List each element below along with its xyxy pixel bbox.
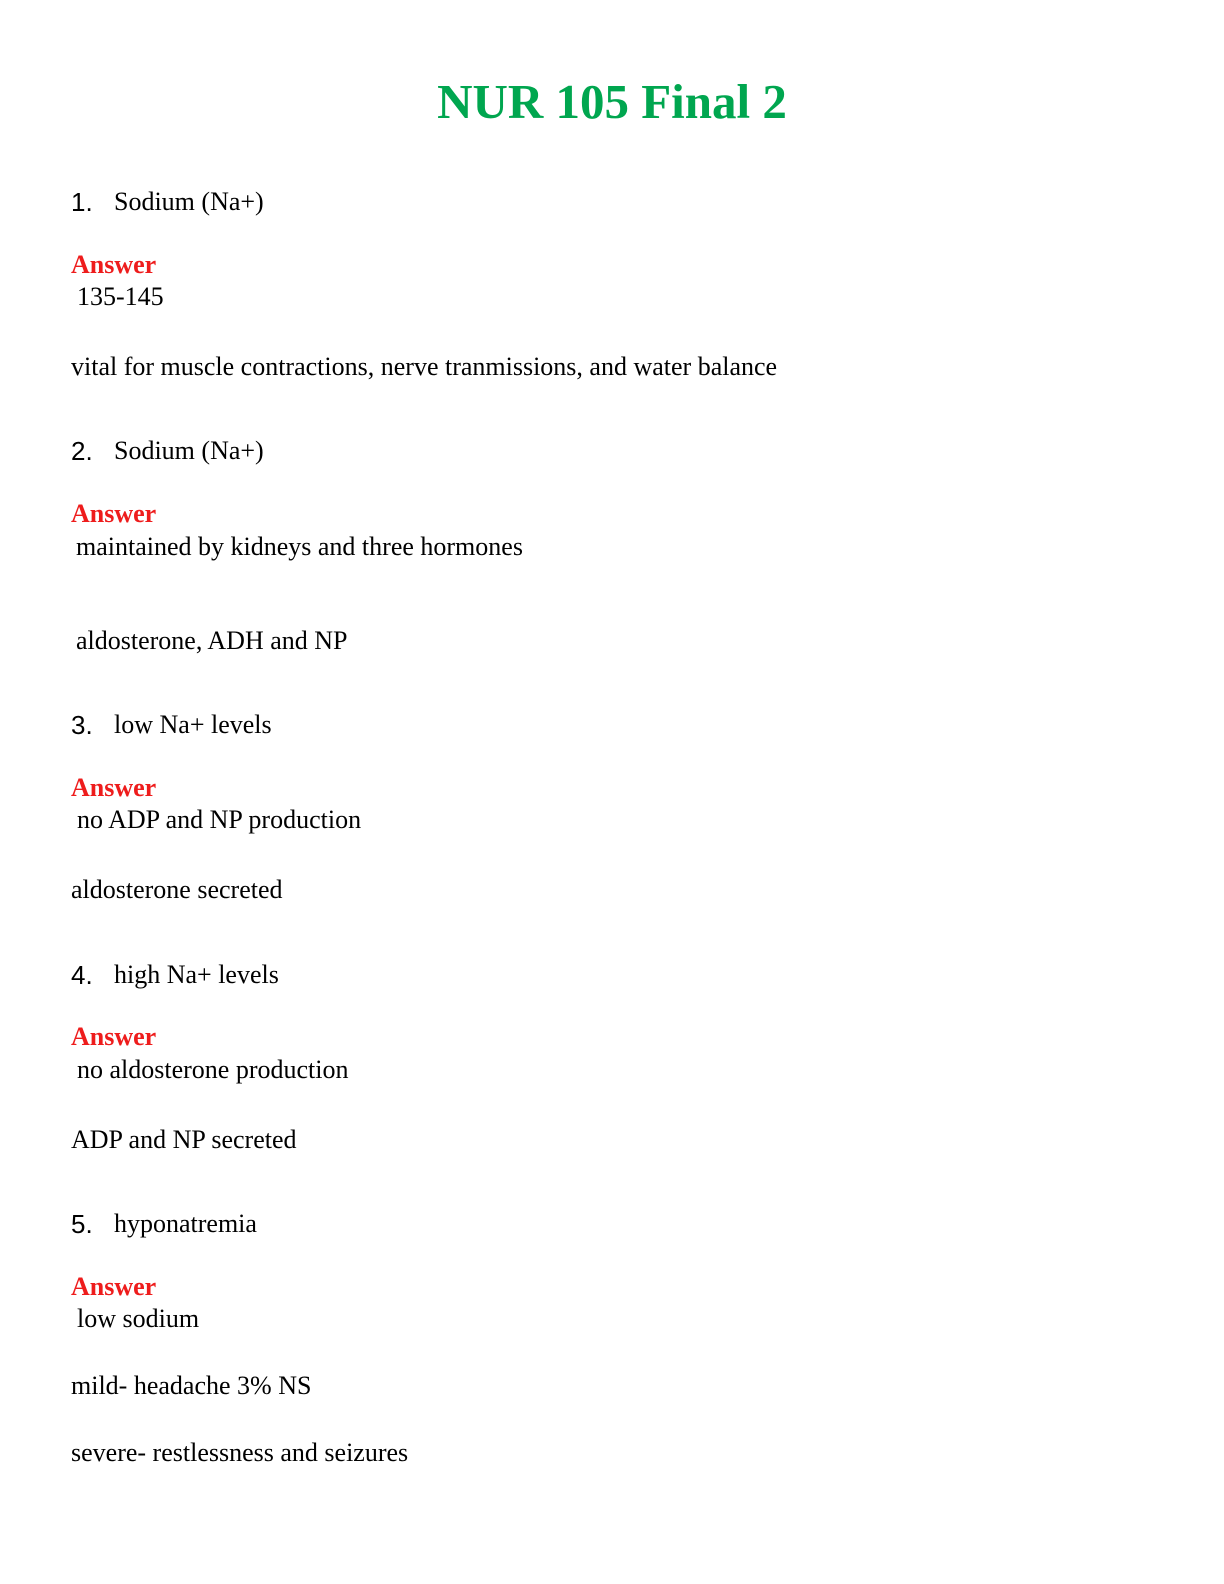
- question-prompt: low Na+ levels: [114, 710, 272, 739]
- question-prompt: Sodium (Na+): [114, 436, 264, 465]
- document-title: NUR 105 Final 2: [437, 74, 787, 129]
- question-number: 3.: [71, 710, 93, 740]
- answer-line: ADP and NP secreted: [71, 1125, 297, 1154]
- answer-label: Answer: [71, 250, 157, 279]
- answer-line: vital for muscle contractions, nerve tranmissions, and water balance: [71, 352, 778, 381]
- answer-line: no aldosterone production: [77, 1055, 349, 1084]
- answer-label: Answer: [71, 1022, 157, 1051]
- question-number: 5.: [71, 1209, 93, 1239]
- question-number: 4.: [71, 960, 93, 990]
- question-number: 1.: [71, 187, 93, 217]
- answer-line: aldosterone, ADH and NP: [76, 626, 348, 655]
- answer-line: no ADP and NP production: [77, 805, 362, 834]
- answer-label: Answer: [71, 1272, 157, 1301]
- question-number: 2.: [71, 436, 93, 466]
- question-prompt: Sodium (Na+): [114, 187, 264, 216]
- answer-label: Answer: [71, 499, 157, 528]
- answer-line: low sodium: [77, 1304, 200, 1333]
- question-prompt: high Na+ levels: [114, 960, 279, 989]
- answer-line: mild- headache 3% NS: [71, 1371, 312, 1400]
- answer-label: Answer: [71, 773, 157, 802]
- answer-line: maintained by kidneys and three hormones: [76, 532, 523, 561]
- answer-line: severe- restlessness and seizures: [71, 1438, 409, 1467]
- answer-line: aldosterone secreted: [71, 875, 283, 904]
- question-prompt: hyponatremia: [114, 1209, 257, 1238]
- answer-line: 135-145: [77, 282, 164, 311]
